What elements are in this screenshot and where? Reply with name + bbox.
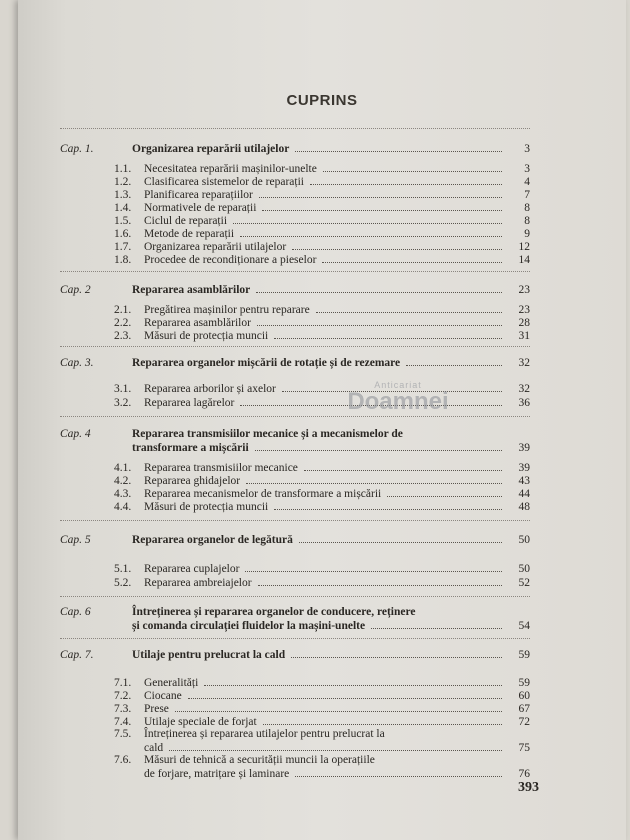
section-text: Prese (144, 703, 169, 715)
chapter-title-line2: transformare a mișcării (132, 442, 249, 454)
page-title: CUPRINS (286, 92, 358, 109)
section-row (114, 316, 530, 330)
section-number: 7.1. (114, 677, 132, 689)
chapter-page: 54 (518, 620, 530, 632)
section-number: 1.4. (114, 202, 132, 214)
chapter-page: 23 (518, 284, 530, 296)
chapter-page: 59 (518, 649, 530, 661)
leader-dots (169, 741, 502, 751)
chapter-title: Repararea transmisiilor mecanice și a mecanismelor de (132, 428, 403, 440)
leader-dots (322, 253, 502, 263)
chapter-title: Organizarea reparării utilajelor (132, 143, 290, 155)
leader-dots (263, 715, 502, 725)
chapter-title-continued (132, 619, 530, 633)
section-number: 7.6. (114, 754, 132, 766)
leader-dots (299, 533, 502, 543)
leader-dots (256, 283, 502, 293)
section-page: 4 (524, 176, 530, 188)
chapter-label: Cap. 2 (60, 284, 91, 296)
section-row (114, 689, 530, 703)
section-page: 43 (518, 475, 530, 487)
section-text: Planificarea reparațiilor (144, 189, 253, 201)
chapter-row-7 (60, 648, 530, 662)
section-text: Necesitatea reparării mașinilor-unelte (144, 163, 317, 175)
section-page: 3 (524, 163, 530, 175)
chapter-row-3 (60, 356, 530, 370)
chapter-title: Repararea asamblărilor (132, 284, 251, 296)
chapter-row-1 (60, 142, 530, 156)
chapter-label: Cap. 4 (60, 428, 91, 440)
section-number: 1.5. (114, 215, 132, 227)
section-number: 1.3. (114, 189, 132, 201)
leader-dots (304, 461, 502, 471)
leader-dots (175, 702, 502, 712)
section-number: 2.2. (114, 317, 132, 329)
section-row (114, 461, 530, 475)
section-number: 4.3. (114, 488, 132, 500)
section-row (114, 162, 530, 176)
leader-dots (274, 500, 502, 510)
section-page: 8 (524, 215, 530, 227)
watermark-big: Doamnei (347, 388, 449, 415)
section-row (114, 175, 530, 189)
watermark-small: Anticariat (374, 380, 422, 390)
section-text: Măsuri de protecția muncii (144, 501, 269, 513)
section-page: 32 (518, 383, 530, 395)
section-page: 8 (524, 202, 530, 214)
leader-dots (371, 619, 502, 629)
section-row (114, 329, 530, 343)
chapter-title-line2: și comanda circulației fluidelor la mașini-unelte (132, 620, 366, 632)
section-text: Ciclul de reparații (144, 215, 228, 227)
leader-dots (310, 175, 502, 185)
watermark-logo (328, 380, 468, 450)
section-page: 7 (524, 189, 530, 201)
section-number: 2.1. (114, 304, 132, 316)
section-page: 72 (518, 716, 530, 728)
leader-dots (245, 562, 502, 572)
leader-dots (323, 162, 502, 172)
leader-dots (240, 227, 502, 237)
section-page: 75 (518, 742, 530, 754)
chapter-label: Cap. 5 (60, 534, 91, 546)
chapter-page: 50 (518, 534, 530, 546)
section-page: 76 (518, 768, 530, 780)
section-row (114, 715, 530, 729)
section-text-line2: cald (144, 742, 164, 754)
leader-dots (295, 767, 502, 777)
book-page (18, 0, 626, 840)
section-row (114, 500, 530, 514)
leader-dots (406, 356, 502, 366)
section-number: 7.3. (114, 703, 132, 715)
chapter-page: 3 (524, 143, 530, 155)
chapter-title: Întreținerea și repararea organelor de conducere, reținere (132, 606, 416, 618)
section-text: Clasificarea sistemelor de reparații (144, 176, 304, 188)
chapter-divider (60, 346, 530, 347)
leader-dots (387, 487, 502, 497)
chapter-label: Cap. 1. (60, 143, 94, 155)
section-row (114, 474, 530, 488)
leader-dots (291, 648, 502, 658)
chapter-divider (60, 520, 530, 521)
section-row (114, 188, 530, 202)
section-row (114, 487, 530, 501)
chapter-row-6 (60, 606, 530, 619)
section-page: 59 (518, 677, 530, 689)
section-text: Repararea ghidajelor (144, 475, 241, 487)
section-text: Pregătirea mașinilor pentru reparare (144, 304, 310, 316)
section-text: Organizarea reparării utilajelor (144, 241, 287, 253)
section-page: 9 (524, 228, 530, 240)
section-row (114, 303, 530, 317)
leader-dots (188, 689, 502, 699)
section-number: 2.3. (114, 330, 132, 342)
section-page: 52 (518, 577, 530, 589)
section-page: 14 (518, 254, 530, 266)
section-number: 1.7. (114, 241, 132, 253)
leader-dots (274, 329, 502, 339)
section-row (114, 576, 530, 590)
section-row (114, 227, 530, 241)
section-row (114, 702, 530, 716)
section-text: Repararea mecanismelor de transformare a mișcării (144, 488, 382, 500)
section-text: Repararea asamblărilor (144, 317, 251, 329)
section-number: 7.2. (114, 690, 132, 702)
section-row (114, 754, 530, 767)
section-row (114, 253, 530, 267)
section-number: 7.5. (114, 728, 132, 740)
section-number: 4.1. (114, 462, 132, 474)
section-text: Utilaje speciale de forjat (144, 716, 257, 728)
section-text: Repararea lagărelor (144, 397, 235, 409)
chapter-label: Cap. 6 (60, 606, 91, 618)
section-row-continued (144, 741, 530, 755)
leader-dots (262, 201, 502, 211)
section-row (114, 562, 530, 576)
section-page: 50 (518, 563, 530, 575)
chapter-divider (60, 596, 530, 597)
section-number: 1.1. (114, 163, 132, 175)
section-number: 1.2. (114, 176, 132, 188)
leader-dots (258, 576, 502, 586)
section-row-continued (144, 767, 530, 781)
section-number: 4.2. (114, 475, 132, 487)
section-page: 67 (518, 703, 530, 715)
section-page: 48 (518, 501, 530, 513)
leader-dots (204, 676, 502, 686)
chapter-title: Repararea organelor de legătură (132, 534, 293, 546)
chapter-title: Utilaje pentru prelucrat la cald (132, 649, 286, 661)
leader-dots (292, 240, 502, 250)
section-text: Metode de reparații (144, 228, 235, 240)
section-page: 23 (518, 304, 530, 316)
chapter-label: Cap. 3. (60, 357, 94, 369)
section-text: Repararea transmisiilor mecanice (144, 462, 298, 474)
section-text: Repararea arborilor și axelor (144, 383, 276, 395)
section-number: 5.2. (114, 577, 132, 589)
chapter-label: Cap. 7. (60, 649, 94, 661)
section-text: Normativele de reparații (144, 202, 257, 214)
section-page: 12 (518, 241, 530, 253)
chapter-divider (60, 271, 530, 272)
section-row (114, 214, 530, 228)
section-number: 4.4. (114, 501, 132, 513)
leader-dots (233, 214, 502, 224)
chapter-divider (60, 638, 530, 639)
page-number: 393 (518, 780, 539, 795)
section-number: 5.1. (114, 563, 132, 575)
chapter-page: 32 (518, 357, 530, 369)
chapter-divider (60, 128, 530, 129)
leader-dots (259, 188, 502, 198)
section-number: 1.6. (114, 228, 132, 240)
chapter-title: Repararea organelor mișcării de rotație și de rezemare (132, 357, 401, 369)
chapter-row-5 (60, 533, 530, 547)
section-text-line2: de forjare, matrițare și laminare (144, 768, 290, 780)
section-text: Întreținerea și repararea utilajelor pentru prelucrat la (144, 728, 385, 740)
section-text: Repararea ambreiajelor (144, 577, 252, 589)
section-text: Măsuri de tehnică a securității muncii la operațiile (144, 754, 375, 766)
leader-dots (246, 474, 502, 484)
section-number: 7.4. (114, 716, 132, 728)
section-text: Procedee de recondiționare a pieselor (144, 254, 317, 266)
section-row (114, 201, 530, 215)
section-number: 3.2. (114, 397, 132, 409)
leader-dots (257, 316, 502, 326)
section-page: 31 (518, 330, 530, 342)
section-page: 39 (518, 462, 530, 474)
section-page: 28 (518, 317, 530, 329)
section-row (114, 676, 530, 690)
section-page: 36 (518, 397, 530, 409)
section-page: 44 (518, 488, 530, 500)
section-page: 60 (518, 690, 530, 702)
chapter-page: 39 (518, 442, 530, 454)
section-text: Ciocane (144, 690, 182, 702)
section-number: 3.1. (114, 383, 132, 395)
section-row (114, 240, 530, 254)
leader-dots (316, 303, 502, 313)
section-row (114, 728, 530, 741)
section-text: Măsuri de protecția muncii (144, 330, 269, 342)
section-text: Repararea cuplajelor (144, 563, 240, 575)
section-number: 1.8. (114, 254, 132, 266)
section-text: Generalități (144, 677, 199, 689)
leader-dots (295, 142, 502, 152)
chapter-row-2 (60, 283, 530, 297)
